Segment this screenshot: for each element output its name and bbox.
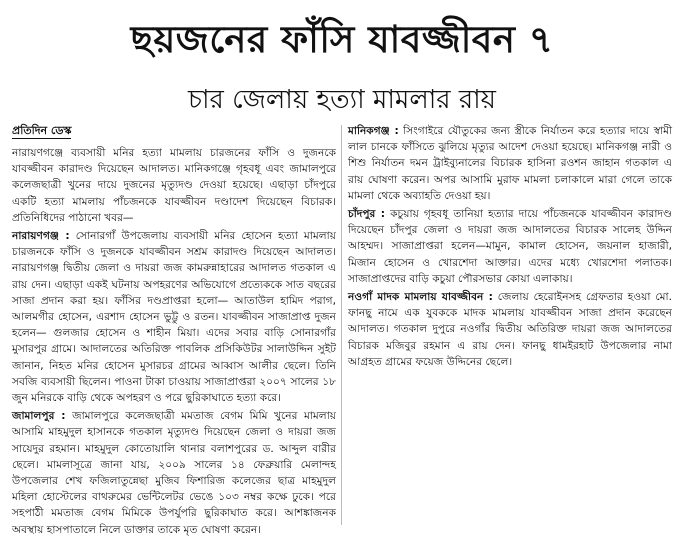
- jamalpur-paragraph: [12, 408, 336, 538]
- headline: ছয়জনের ফাঁসি যাবজ্জীবন ৭: [130, 18, 554, 61]
- chandpur-lead: চাঁদপুর :: [348, 208, 386, 221]
- article-column-left: [12, 123, 337, 536]
- jamalpur-lead: জামালপুর :: [12, 410, 66, 423]
- narayanganj-body: সোনারগাঁ উপজেলায় ব্যবসায়ী মনির হোসেন হত্যা মামলায় চারজনকে ফাঁসি ও দুজনকে যাবজ্জীবন সশ্রম কারাদণ্ড দিয়েছেন আদালত। নারায়ণগঞ্জ দ্বিতীয় জেলা ও দায়রা জজ কামরুন্নাহারের আদালত গতকাল এ রায় দেন। এছাড়া একই ঘটনায় অপহরণের অভিযোগে প্রত্যেককে সাত বছরের সাজা প্রদান করা হয়। ফাঁসির দণ্ডপ্রাপ্তরা হলো— আতাউল হামিদ পরাগ, আলমগীর হোসেন, এরশাদ হোসেন ভুট্টু ও রতন। যাবজ্জীবন সাজাপ্রাপ্ত দুজন হলেন— গুলজার হোসেন ও শাহীন মিয়া। এদের সবার বাড়ি সোনারগাঁর মুসারপুর গ্রামে। আদালতের অতিরিক্ত পাবলিক প্রসিকিউটর সালাউদ্দিন সুইট জানান, নিহত মনির হোসেন মুসারচর গ্রামের আব্বাস আলীর ছেলে। তিনি সবজি ব্যবসায়ী ছিলেন। পাওনা টাকা চাওয়ায় সাজাপ্রাপ্তরা ২০০৭ সালের ১৮ জুন মনিরকে বাড়ি থেকে অপহরণ ও পরে ছুরিকাঘাতে হত্যা করে।: [12, 230, 336, 405]
- naogaon-lead: নওগাঁ মাদক মামলায় যাবজ্জীবন :: [348, 291, 493, 304]
- narayanganj-paragraph: [12, 228, 336, 406]
- subheadline: চার জেলায় হত্যা মামলার রায়: [187, 85, 496, 115]
- column-divider: [341, 125, 342, 525]
- naogaon-paragraph: [348, 289, 672, 370]
- manikganj-body: সিংগাইরে যৌতুকের জন্য স্ত্রীকে নির্যাতন করে হত্যার দায়ে স্বামী লাল চানকে ফাঁসিতে ঝুলিয়ে মৃত্যুর আদেশ দেওয়া হয়েছে। মানিকগঞ্জ নারী ও শিশু নির্যাতন দমন ট্রাইব্যুনালের বিচারক হাসিনা রওশন জাহান গতকাল এ রায় ঘোষণা করেন। অপর আসামি মুরাফ মামলা চলাকালে মারা গেলে তাকে মামলা থেকে অব্যাহতি দেওয়া হয়।: [348, 125, 672, 202]
- intro-paragraph: নারায়ণগঞ্জে ব্যবসায়ী মনির হত্যা মামলায় চারজনের ফাঁসি ও দুজনকে যাবজ্জীবন কারাদণ্ড দিয়েছেন আদালত। মানিকগঞ্জে গৃহবধূ এবং জামালপুরে কলেজছাত্রী খুনের দায়ে দুজনের মৃত্যুদণ্ড দেওয়া হয়েছে। এছাড়া চাঁদপুরে একটি হত্যা মামলায় পাঁচজনকে যাবজ্জীবন দণ্ডাদেশ দিয়েছেন বিচারক। প্রতিনিধিদের পাঠানো খবর—: [12, 147, 336, 224]
- manikganj-paragraph: [348, 123, 672, 204]
- chandpur-paragraph: [348, 206, 672, 287]
- manikganj-lead: মানিকগঞ্জ :: [348, 125, 399, 137]
- narayanganj-lead: নারায়ণগঞ্জ :: [12, 230, 70, 243]
- naogaon-body: জেলায় হেরোইনসহ গ্রেফতার হওয়া মো. ফানছু নামে এক যুবককে মাদক মামলায় যাবজ্জীবন সাজা প্রদান করেছেন আদালত। গতকাল দুপুরে নওগাঁর দ্বিতীয় অতিরিক্ত দায়রা জজ আদালতের বিচারক মজিবুর রহমান এ রায় দেন। ফানছু ধামইরহাট উপজেলার নামা আগ্রহত গ্রামের ফয়েজ উদ্দিনের ছেলে।: [348, 291, 672, 368]
- jamalpur-body: জামালপুরে কলেজছাত্রী মমতাজ বেগম মিমি খুনের মামলায় আসামি মাহমুদুল হাসানকে গতকাল মৃত্যুদণ্ড দিয়েছেন জেলা ও দায়রা জজ সায়েদুর রহমান। মাহমুদুল কোতোয়ালি থানার বলাশপুরের ড. আব্দুল বারীর ছেলে। মামলাসূত্রে জানা যায়, ২০০৯ সালের ১৪ ফেব্রুয়ারি মেলান্দহ উপজেলার শেখ ফজিলাতুন্নেছা মুজিব ফিশারিজ কলেজের ছাত্র মাহমুদুল মহিলা হোস্টেলের বাথরুমের ভেন্টিলেটর ভেঙে ১০৩ নম্বর কক্ষে ঢুকে। পরে সহপাঠী মমতাজ বেগম মিমিকে উপর্যুপরি ছুরিকাঘাত করে। আশঙ্কাজনক অবস্থায় হাসপাতালে নিলে ডাক্তার তাকে মৃত ঘোষণা করেন।: [12, 410, 337, 536]
- chandpur-body: কচুয়ায় গৃহবধূ তানিয়া হত্যার দায়ে পাঁচজনকে যাবজ্জীবন কারাদণ্ড দিয়েছেন চাঁদপুর জেলা ও দায়রা জজ আদালতের বিচারক সালেহ উদ্দিন আহম্মদ। সাজাপ্রাপ্তরা হলেন—মামুন, কামাল হোসেন, জয়নাল হাজারী, মিজান হোসেন ও খোরশেদা আক্তার। এদের মধ্যে খোরশেদা পলাতক। সাজাপ্রাপ্তদের বাড়ি কচুয়া পৌরসভার কোয়া এলাকায়।: [348, 208, 672, 285]
- byline: প্রতিদিন ডেস্ক: [12, 124, 72, 137]
- article-column-right: [348, 123, 672, 527]
